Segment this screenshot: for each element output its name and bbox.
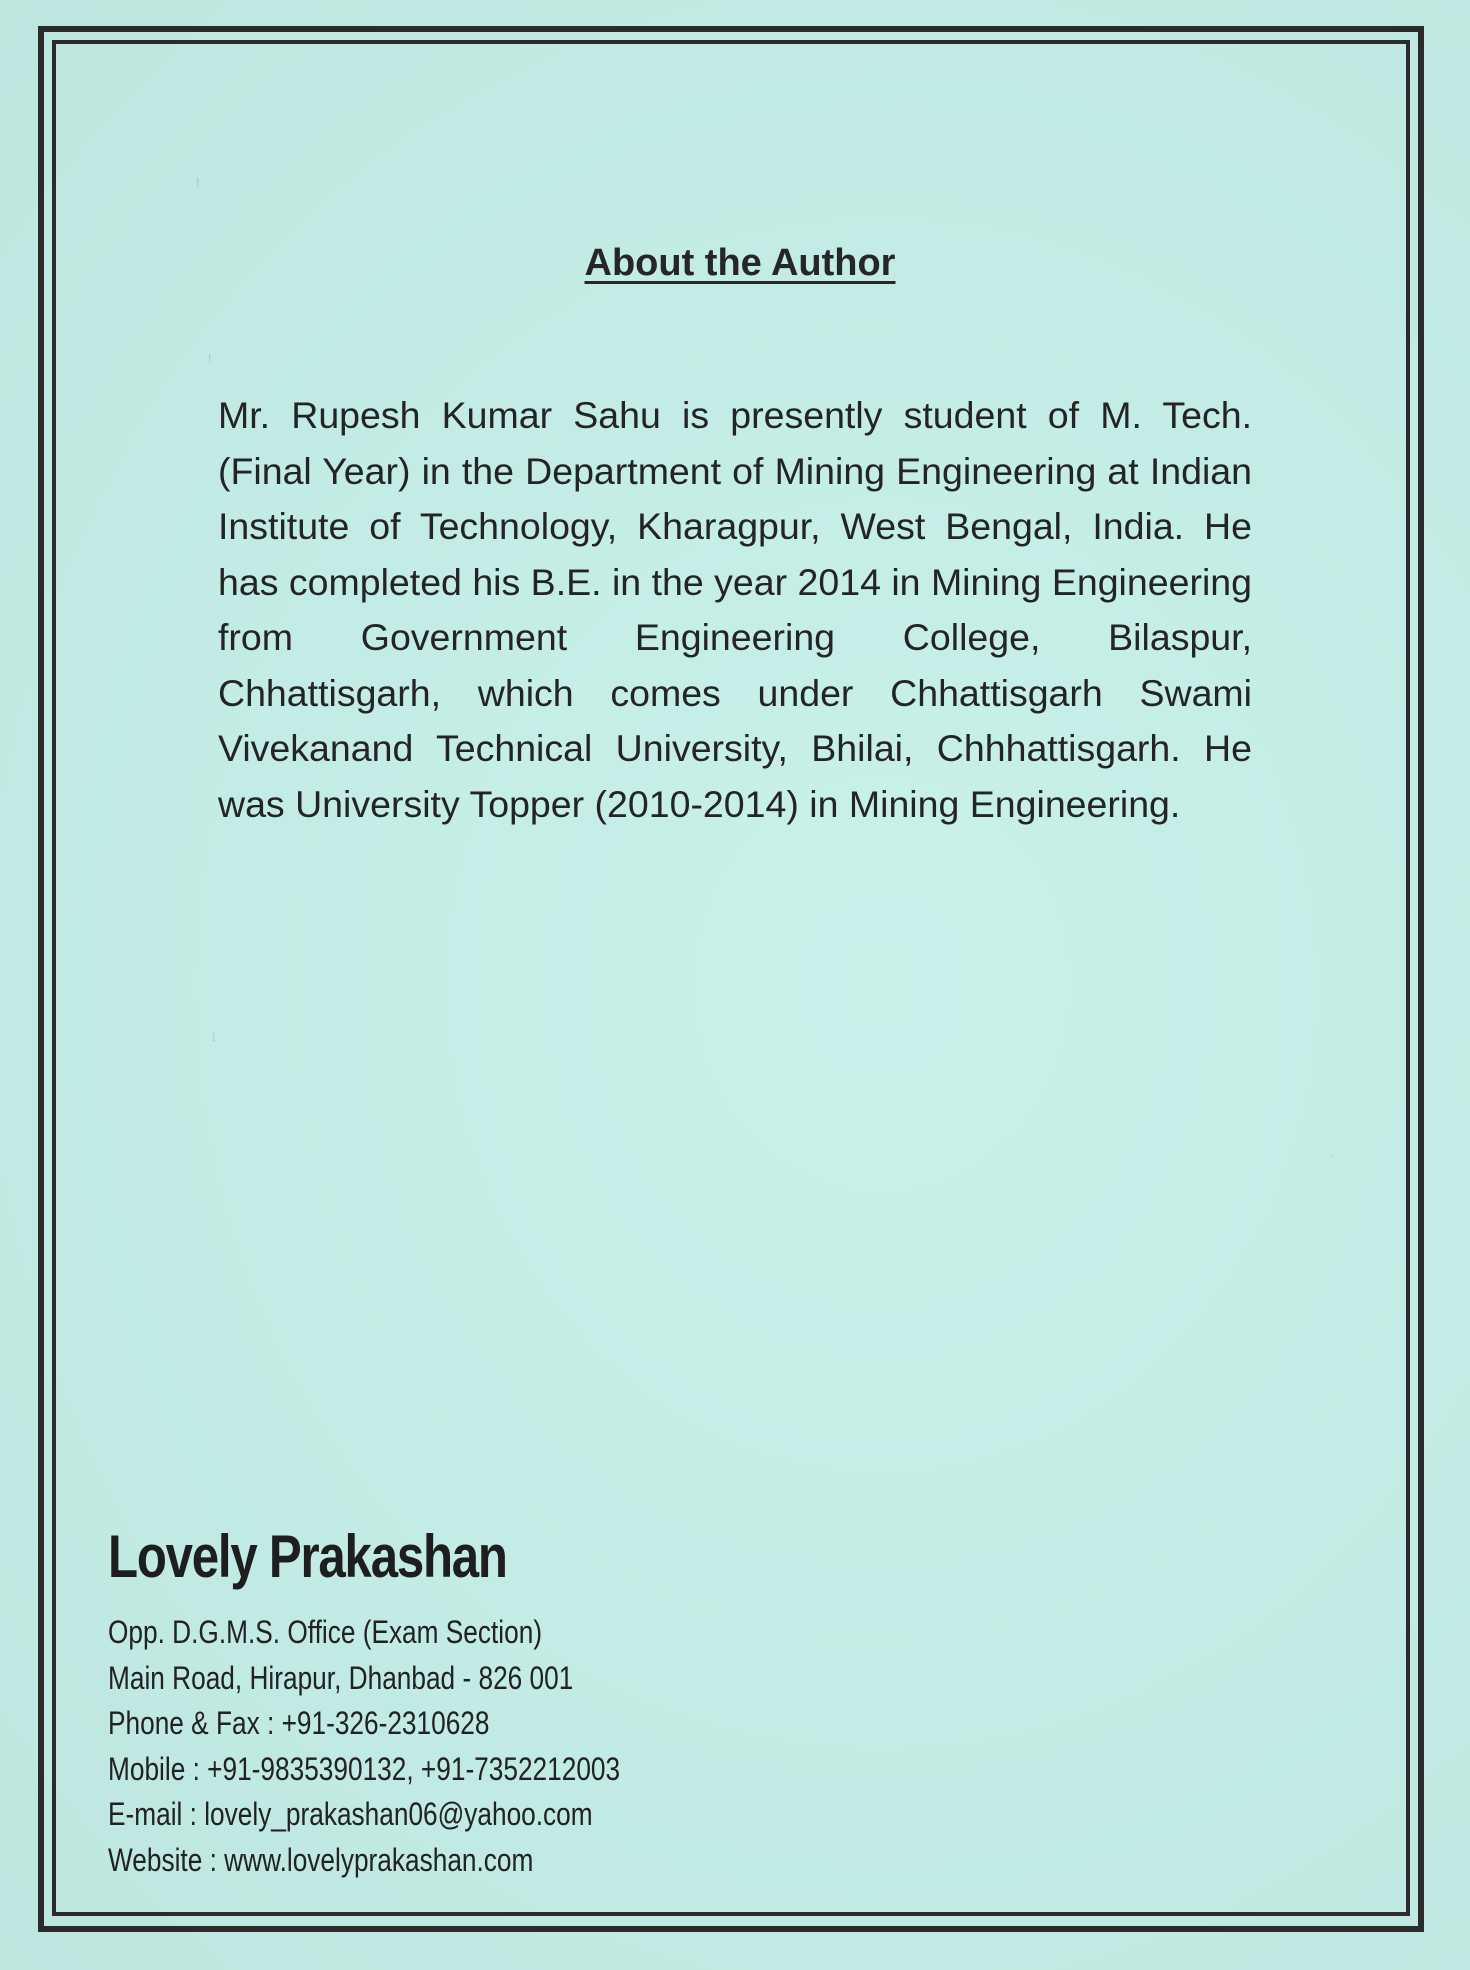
scan-speck: ·: [1330, 1148, 1334, 1162]
publisher-mobile: Mobile : +91-9835390132, +91-7352212003: [108, 1750, 621, 1787]
publisher-address: [108, 1610, 733, 1883]
author-bio: Mr. Rupesh Kumar Sahu is presently student of M. Tech. (Final Year) in the Department of Mining Engineering at Indian Institute of Technology, Kharagpur, West Bengal, India. He has completed his B.E. in the year 2014 in Mining Engineering from Government Engineering College, Bilaspur, Chhattisgarh, which comes under Chhattisgarh Swami Vivekanand Technical University, Bhilai, Chhhattisgarh. He was University Topper (2010-2014) in Mining Engineering.: [218, 394, 1252, 825]
publisher-phone: Phone & Fax : +91-326-2310628: [108, 1705, 490, 1741]
page-title-text: About the Author: [584, 242, 896, 284]
scan-speck: ⁞: [212, 1030, 216, 1044]
publisher-address-line: Opp. D.G.M.S. Office (Exam Section): [108, 1614, 543, 1650]
page-title: [0, 242, 1470, 285]
publisher-website: Website : www.lovelyprakashan.com: [108, 1841, 534, 1878]
publisher-block: [108, 1522, 733, 1883]
publisher-name: Lovely Prakashan: [108, 1523, 507, 1590]
publisher-email: E-mail : lovely_prakashan06@yahoo.com: [108, 1796, 593, 1832]
publisher-address-line: Main Road, Hirapur, Dhanbad - 826 001: [108, 1659, 574, 1696]
scan-speck: ⁞: [196, 176, 200, 190]
scan-speck: ⁞: [208, 352, 212, 366]
